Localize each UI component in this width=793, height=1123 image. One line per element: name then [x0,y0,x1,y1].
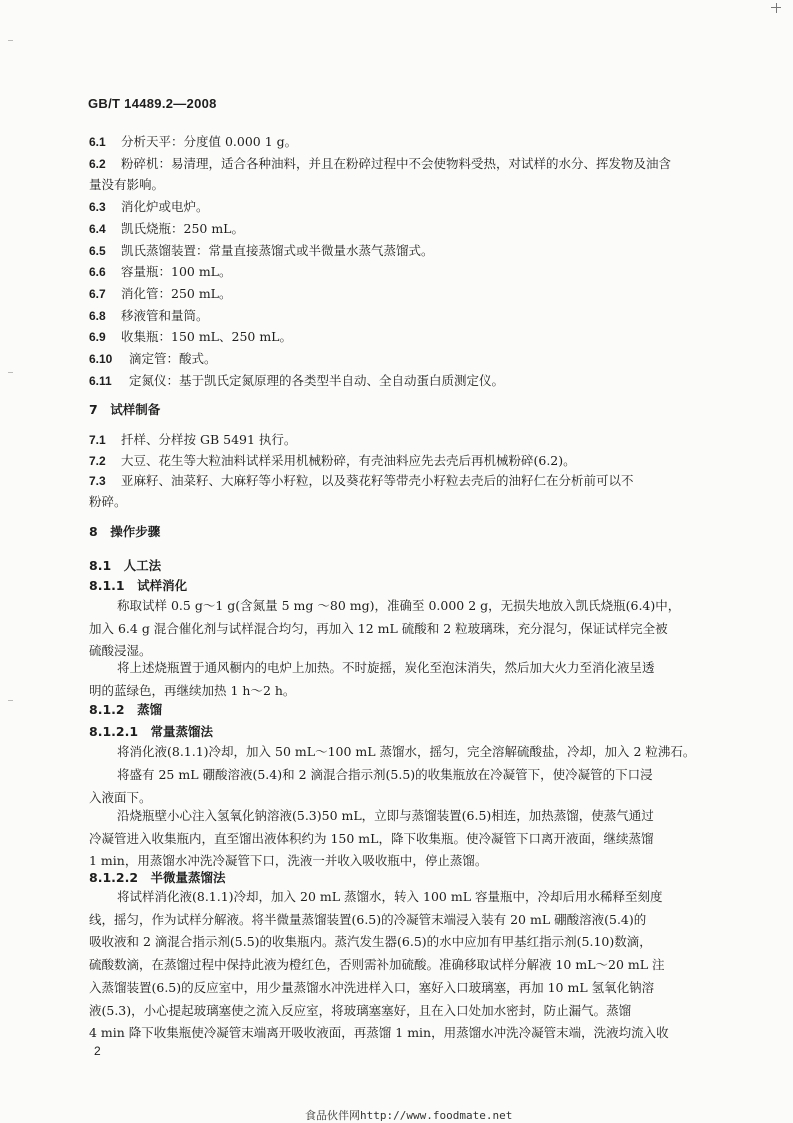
list-item [89,177,164,193]
item-text: 亚麻籽、油菜籽、大麻籽等小籽粒，以及葵花籽等带壳小籽粒去壳后的油籽仁在分析前可以不 [121,473,634,488]
item-number: 7.2 [89,453,106,468]
paragraph-line: 液(5.3)，小心提起玻璃塞使之流入反应室，将玻璃塞塞好，且在入口处加水密封，防止漏气。蒸馏 [89,1002,632,1018]
list-item [89,243,434,259]
margin-mark [8,40,13,41]
paragraph-line: 线，摇匀，作为试样分解液。将半微量蒸馏装置(6.5)的冷凝管末端浸入装有 20 mL 硼酸溶液(5.4)的 [89,911,647,927]
list-item [89,308,209,324]
paragraph-line: 将上述烧瓶置于通风橱内的电炉上加热。不时旋摇，炭化至泡沫消失，然后加大火力至消化液呈透 [117,660,655,675]
paragraph-line: 沿烧瓶壁小心注入氢氧化钠溶液(5.3)50 mL，立即与蒸馏装置(6.5)相连，加热蒸馏，使蒸气通过 [117,808,654,823]
paragraph-line: 称取试样 0.5 g～1 g(含氮量 5 mg ～80 mg)，准确至 0.000 2 g，无损失地放入凯氏烧瓶(6.4)中， [117,598,681,613]
page-number: 2 [94,1044,101,1058]
subsection-8-1-2-title: 8.1.2 蒸馏 [89,702,163,717]
item-number: 6.1 [89,135,106,149]
item-text: 容量瓶：100 mL。 [121,264,232,280]
item-number: 6.11 [89,373,112,388]
item-text: 量没有影响。 [89,177,165,193]
item-number: 6.7 [89,286,106,301]
item-number: 6.8 [89,308,106,323]
item-text: 扦样、分样按 GB 5491 执行。 [121,432,297,447]
paragraph-line: 将盛有 25 mL 硼酸溶液(5.4)和 2 滴混合指示剂(5.5)的收集瓶放在冷凝管下，使冷凝管的下口浸 [117,767,653,782]
paragraph-line: 硫酸浸湿。 [89,643,152,659]
subsection-8-1-1-title: 8.1.1 试样消化 [89,578,188,593]
list-item [89,432,296,448]
item-text: 滴定管：酸式。 [129,351,217,366]
item-number: 6.4 [89,221,106,236]
margin-mark [8,700,13,701]
item-text: 消化管：250 mL。 [121,285,232,301]
paragraph-line: 吸收液和 2 滴混合指示剂(5.5)的收集瓶内。蒸汽发生器(6.5)的水中应加有甲基红指示剂(5.10)数滴， [89,934,652,950]
paragraph-line: 入液面下。 [89,789,152,805]
item-number: 7.3 [89,474,106,488]
list-item [89,134,297,150]
paragraph-line: 加入 6.4 g 混合催化剂与试样混合均匀，再加入 12 mL 硫酸和 2 粒玻璃珠，充分混匀，保证试样完全被 [89,620,668,636]
list-item [89,264,232,280]
paragraph-line: 明的蓝绿色，再继续加热 1 h～2 h。 [89,682,296,698]
item-number: 6.3 [89,200,106,215]
crop-mark-icon [771,3,785,13]
list-item [89,199,209,215]
section-7-title: 7 试样制备 [89,402,161,417]
list-item [89,286,232,302]
section-8-title: 8 操作步骤 [89,524,161,539]
subsection-8-1-2-2-title: 8.1.2.2 半微量蒸馏法 [89,870,226,885]
paragraph-line: 入蒸馏装置(6.5)的反应室中，用少量蒸馏水冲洗进样入口，塞好入口玻璃塞，再加 10 mL 氢氧化钠溶 [89,979,655,995]
item-number: 6.10 [89,352,113,366]
item-text: 分析天平：分度值 0.000 1 g。 [121,134,298,149]
paragraph-line: 将消化液(8.1.1)冷却，加入 50 mL～100 mL 蒸馏水，摇匀，完全溶解硫酸盐，冷却，加入 2 粒沸石。 [117,744,696,759]
item-number: 6.5 [89,243,106,258]
item-text: 消化炉或电炉。 [121,199,209,215]
paragraph-line: 冷凝管进入收集瓶内，直至馏出液体积约为 150 mL，降下收集瓶。使冷凝管下口离开液面，继续蒸馏 [89,830,654,846]
item-text: 大豆、花生等大粒油料试样采用机械粉碎，有壳油料应先去壳后再机械粉碎(6.2)。 [121,452,576,468]
subsection-8-1-2-1-title: 8.1.2.1 常量蒸馏法 [89,724,214,739]
list-item [89,473,634,489]
item-text: 定氮仪：基于凯氏定氮原理的各类型半自动、全自动蛋白质测定仪。 [129,372,505,388]
paragraph-line: 4 min 降下收集瓶使冷凝管末端离开吸收液面，再蒸馏 1 min，用蒸馏水冲洗冷凝管末端，洗液均流入收 [89,1025,669,1041]
list-item [89,453,576,469]
item-text: 凯氏蒸馏装置：常量直接蒸馏式或半微量水蒸气蒸馏式。 [121,242,434,258]
subsection-8-1-title: 8.1 人工法 [89,558,162,573]
item-text: 移液管和量筒。 [121,307,209,323]
item-number: 6.6 [89,265,106,280]
item-number: 7.1 [89,433,106,447]
list-item [89,221,244,237]
item-text: 粉碎。 [89,493,127,509]
item-number: 6.9 [89,330,106,345]
margin-mark [8,372,13,373]
item-text: 粉碎机：易清理，适合各种油料，并且在粉碎过程中不会使物料受热，对试样的水分、挥发物及油含 [121,155,672,171]
list-item [89,351,217,367]
item-text: 收集瓶：150 mL、250 mL。 [121,329,292,345]
paragraph-line: 硫酸数滴，在蒸馏过程中保持此液为橙红色，否则需补加硫酸。准确移取试样分解液 10 mL～20 mL 注 [89,957,665,973]
item-text: 凯氏烧瓶：250 mL。 [121,220,244,236]
list-item [89,156,671,172]
list-item [89,329,292,345]
list-item [89,373,504,389]
item-number: 6.2 [89,156,106,171]
paragraph-line: 将试样消化液(8.1.1)冷却，加入 20 mL 蒸馏水，转入 100 mL 容量瓶中，冷却后用水稀释至刻度 [117,889,663,904]
standard-code: GB/T 14489.2—2008 [88,96,217,111]
paragraph-line: 1 min，用蒸馏水冲洗冷凝管下口，洗液一并收入吸收瓶中，停止蒸馏。 [89,853,488,869]
website-footer: 食品伙伴网http://www.foodmate.net [305,1109,513,1122]
list-item [89,494,127,510]
